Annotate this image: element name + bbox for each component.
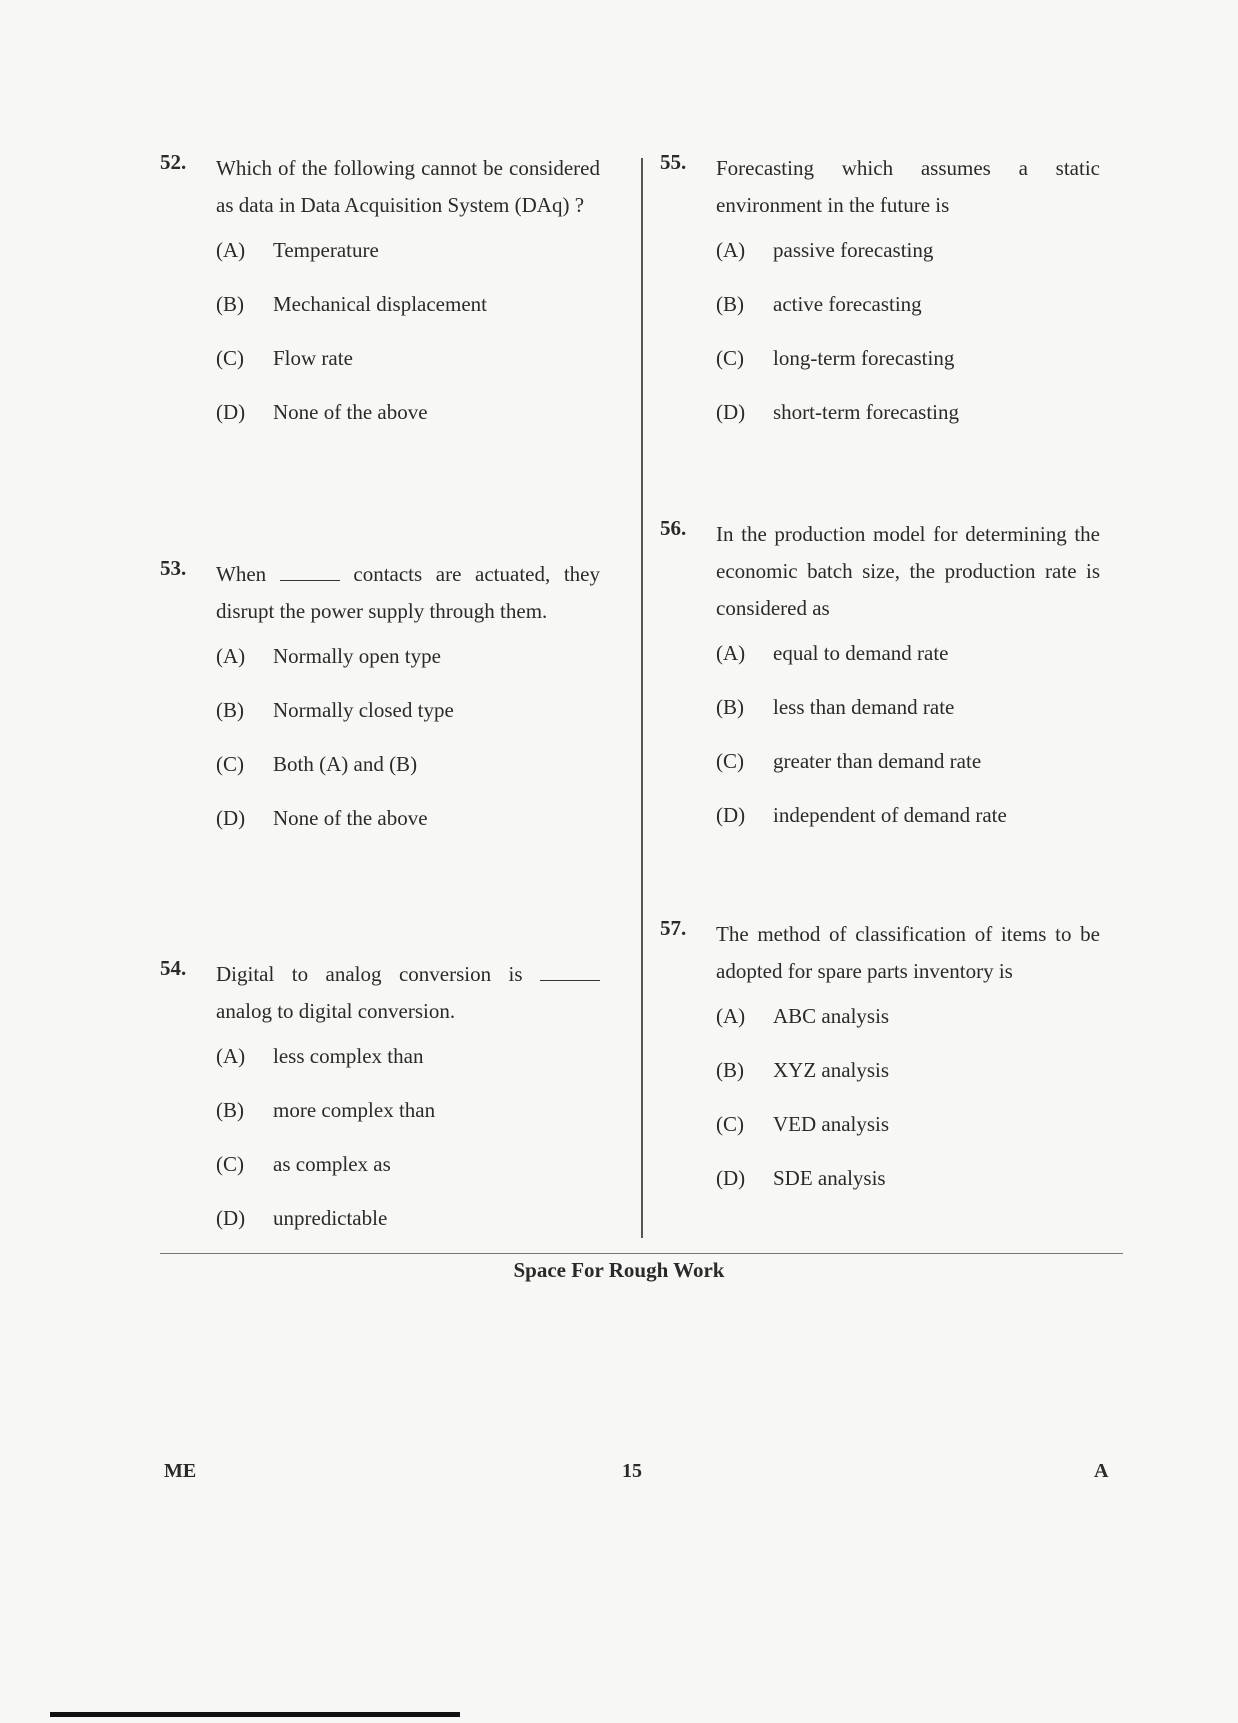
question-text: Which of the following cannot be considered as data in Data Acquisition System (DAq) ? (216, 156, 600, 217)
option-text: short-term forecasting (773, 400, 960, 424)
option-text: VED analysis (773, 1112, 890, 1136)
option-letter: (A) (716, 641, 746, 665)
option-b (716, 1044, 1100, 1098)
answer-blank (280, 564, 340, 581)
question-number: 53. (160, 556, 187, 580)
option-letter: (B) (216, 698, 244, 722)
option-c (716, 332, 1100, 386)
option-a (216, 630, 600, 684)
footer-booklet-series: A (1094, 1460, 1109, 1482)
option-letter: (A) (216, 1044, 246, 1068)
question-56 (660, 516, 1100, 843)
option-letter: (C) (716, 1112, 744, 1136)
option-letter: (A) (216, 238, 246, 262)
question-number: 52. (160, 150, 187, 174)
option-text: Mechanical displacement (273, 292, 487, 316)
option-letter: (B) (716, 1058, 744, 1082)
option-text: Normally closed type (273, 698, 454, 722)
option-text: unpredictable (273, 1206, 388, 1230)
option-a (716, 224, 1100, 278)
option-text: SDE analysis (773, 1166, 886, 1190)
option-letter: (B) (716, 695, 744, 719)
option-c (216, 1138, 600, 1192)
option-text: active forecasting (773, 292, 922, 316)
option-d (216, 792, 600, 846)
option-a (716, 990, 1100, 1044)
option-text: less complex than (273, 1044, 424, 1068)
option-d (216, 1192, 600, 1246)
option-letter: (D) (716, 803, 746, 827)
question-54 (160, 956, 600, 1246)
question-text-part: analog to digital conversion. (216, 999, 456, 1023)
option-letter: (B) (216, 292, 244, 316)
option-b (716, 278, 1100, 332)
option-b (216, 278, 600, 332)
option-text: Temperature (273, 238, 379, 262)
option-text: more complex than (273, 1098, 436, 1122)
question-number: 55. (660, 150, 687, 174)
option-text: Normally open type (273, 644, 441, 668)
option-d (716, 789, 1100, 843)
option-letter: (D) (216, 806, 246, 830)
question-55 (660, 150, 1100, 440)
question-57 (660, 916, 1100, 1206)
question-text (216, 556, 600, 630)
option-letter: (C) (216, 346, 244, 370)
option-letter: (C) (216, 752, 244, 776)
option-c (216, 332, 600, 386)
option-c (716, 1098, 1100, 1152)
question-text-part: contacts are actuated, they disrupt the power supply through them. (216, 562, 600, 623)
option-text: equal to demand rate (773, 641, 949, 665)
option-letter: (D) (216, 1206, 246, 1230)
question-text (216, 956, 600, 1030)
option-letter: (A) (216, 644, 246, 668)
question-text: Forecasting which assumes a static environment in the future is (716, 156, 1100, 217)
option-letter: (C) (716, 749, 744, 773)
option-text: None of the above (273, 400, 428, 424)
option-letter: (D) (216, 400, 246, 424)
question-52 (160, 150, 600, 440)
option-text: long-term forecasting (773, 346, 955, 370)
option-text: less than demand rate (773, 695, 955, 719)
rough-work-label: Space For Rough Work (513, 1258, 725, 1282)
footer-page-number: 15 (622, 1460, 642, 1482)
option-text: Flow rate (273, 346, 353, 370)
question-text: In the production model for determining the economic batch size, the production rate is considered as (716, 522, 1100, 620)
scan-edge-line (50, 1712, 460, 1717)
question-text-part: Digital to analog conversion is (216, 962, 523, 986)
option-a (216, 1030, 600, 1084)
option-c (716, 735, 1100, 789)
option-letter: (C) (716, 346, 744, 370)
option-a (216, 224, 600, 278)
option-d (716, 386, 1100, 440)
option-text: passive forecasting (773, 238, 934, 262)
option-letter: (D) (716, 400, 746, 424)
option-text: XYZ analysis (773, 1058, 890, 1082)
option-letter: (B) (216, 1098, 244, 1122)
column-divider (641, 158, 643, 1238)
option-text: None of the above (273, 806, 428, 830)
option-text: ABC analysis (773, 1004, 890, 1028)
section-rule (160, 1253, 1123, 1254)
option-a (716, 627, 1100, 681)
option-letter: (D) (716, 1166, 746, 1190)
option-text: independent of demand rate (773, 803, 1007, 827)
option-letter: (A) (716, 238, 746, 262)
answer-blank (540, 964, 600, 981)
option-letter: (C) (216, 1152, 244, 1176)
option-c (216, 738, 600, 792)
question-number: 56. (660, 516, 687, 540)
option-b (216, 1084, 600, 1138)
option-b (716, 681, 1100, 735)
option-text: as complex as (273, 1152, 391, 1176)
option-letter: (A) (716, 1004, 746, 1028)
option-letter: (B) (716, 292, 744, 316)
question-number: 54. (160, 956, 187, 980)
question-number: 57. (660, 916, 687, 940)
question-53 (160, 556, 600, 846)
option-b (216, 684, 600, 738)
option-text: greater than demand rate (773, 749, 982, 773)
option-text: Both (A) and (B) (273, 752, 418, 776)
option-d (216, 386, 600, 440)
footer-subject-code: ME (164, 1460, 197, 1482)
question-text-part: When (216, 562, 267, 586)
option-d (716, 1152, 1100, 1206)
question-text: The method of classification of items to be adopted for spare parts inventory is (716, 922, 1100, 983)
